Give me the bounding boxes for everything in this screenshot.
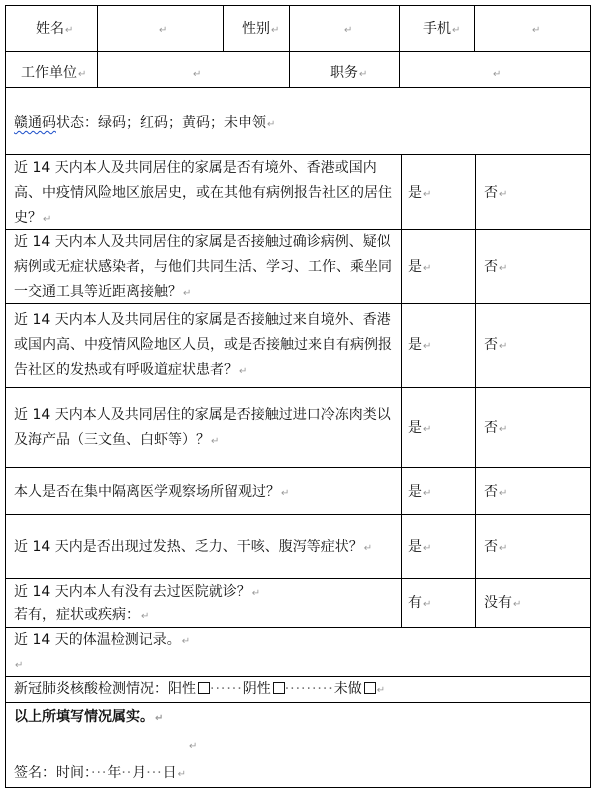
question-6-yes-option[interactable]: 是↵ <box>408 539 432 555</box>
signature-line[interactable]: 签名：时间：···年··月···日↵ <box>14 765 187 781</box>
question-2-yes-option[interactable]: 是↵ <box>408 259 432 275</box>
health-code-status: 赣通码状态：绿码；红码；黄码；未申领↵ <box>14 115 276 131</box>
hospital-question-text: 近 14 天内本人有没有去过医院就诊？↵ <box>14 584 261 600</box>
hospital-symptom-label[interactable]: 若有，症状或疾病：↵ <box>14 607 150 623</box>
question-3-no-option[interactable]: 否↵ <box>484 337 508 353</box>
question-2-text: 近 14 天内本人及共同居住的家属是否接触过确诊病例、疑似病例或无症状感染者，与他们共同生活、学习、工作、乘坐同一交通工具等近距离接触？↵ <box>14 234 392 300</box>
question-3-text: 近 14 天内本人及共同居住的家属是否接触过来自境外、香港或国内高、中疫情风险地区人员，或是否接触过来自有病例报告社区的发热或有呼吸道症状患者？↵ <box>14 312 392 378</box>
position-field[interactable]: ↵ <box>493 69 502 80</box>
not-done-checkbox[interactable] <box>364 682 376 694</box>
question-4-no-option[interactable]: 否↵ <box>484 420 508 436</box>
employer-field[interactable]: ↵ <box>193 69 202 80</box>
health-code-label: 赣通码 <box>14 115 56 131</box>
gender-field[interactable]: ↵ <box>344 25 353 36</box>
positive-checkbox[interactable] <box>198 682 210 694</box>
declaration-blank-line: ↵ <box>189 741 198 752</box>
question-6-no-option[interactable]: 否↵ <box>484 539 508 555</box>
question-2-no-option[interactable]: 否↵ <box>484 259 508 275</box>
question-5-text: 本人是否在集中隔离医学观察场所留观过？↵ <box>14 484 290 500</box>
question-5-yes-option[interactable]: 是↵ <box>408 484 432 500</box>
name-field[interactable]: ↵ <box>159 25 168 36</box>
question-3-yes-option[interactable]: 是↵ <box>408 337 432 353</box>
temperature-record-field[interactable]: ↵ <box>15 660 24 671</box>
hospital-no-option[interactable]: 没有↵ <box>484 595 522 611</box>
question-4-yes-option[interactable]: 是↵ <box>408 420 432 436</box>
name-label: 姓名↵ <box>36 21 74 37</box>
phone-label: 手机↵ <box>423 21 461 37</box>
question-1-text: 近 14 天内本人及共同居住的家属是否有境外、香港或国内高、中疫情风险地区旅居史，或在其他有病例报告社区的居住史？↵ <box>14 160 392 226</box>
question-1-yes-option[interactable]: 是↵ <box>408 185 432 201</box>
gender-label: 性别↵ <box>242 21 280 37</box>
position-label: 职务↵ <box>330 65 368 81</box>
employer-label: 工作单位↵ <box>21 65 87 81</box>
hospital-yes-option[interactable]: 有↵ <box>408 595 432 611</box>
temperature-record-label: 近 14 天的体温检测记录。↵ <box>14 632 191 648</box>
negative-checkbox[interactable] <box>273 682 285 694</box>
nucleic-test-row: 新冠肺炎核酸检测情况：阳性 ······阴性 ·········未做 ↵ <box>14 681 386 697</box>
question-6-text: 近 14 天内是否出现过发热、乏力、干咳、腹泻等症状？↵ <box>14 539 373 555</box>
declaration-statement: 以上所填写情况属实。↵ <box>14 709 164 725</box>
question-4-text: 近 14 天内本人及共同居住的家属是否接触过进口冷冻肉类以及海产品（三文鱼、白虾等）？↵ <box>14 407 391 448</box>
question-1-no-option[interactable]: 否↵ <box>484 185 508 201</box>
question-5-no-option[interactable]: 否↵ <box>484 484 508 500</box>
phone-field[interactable]: ↵ <box>532 25 541 36</box>
